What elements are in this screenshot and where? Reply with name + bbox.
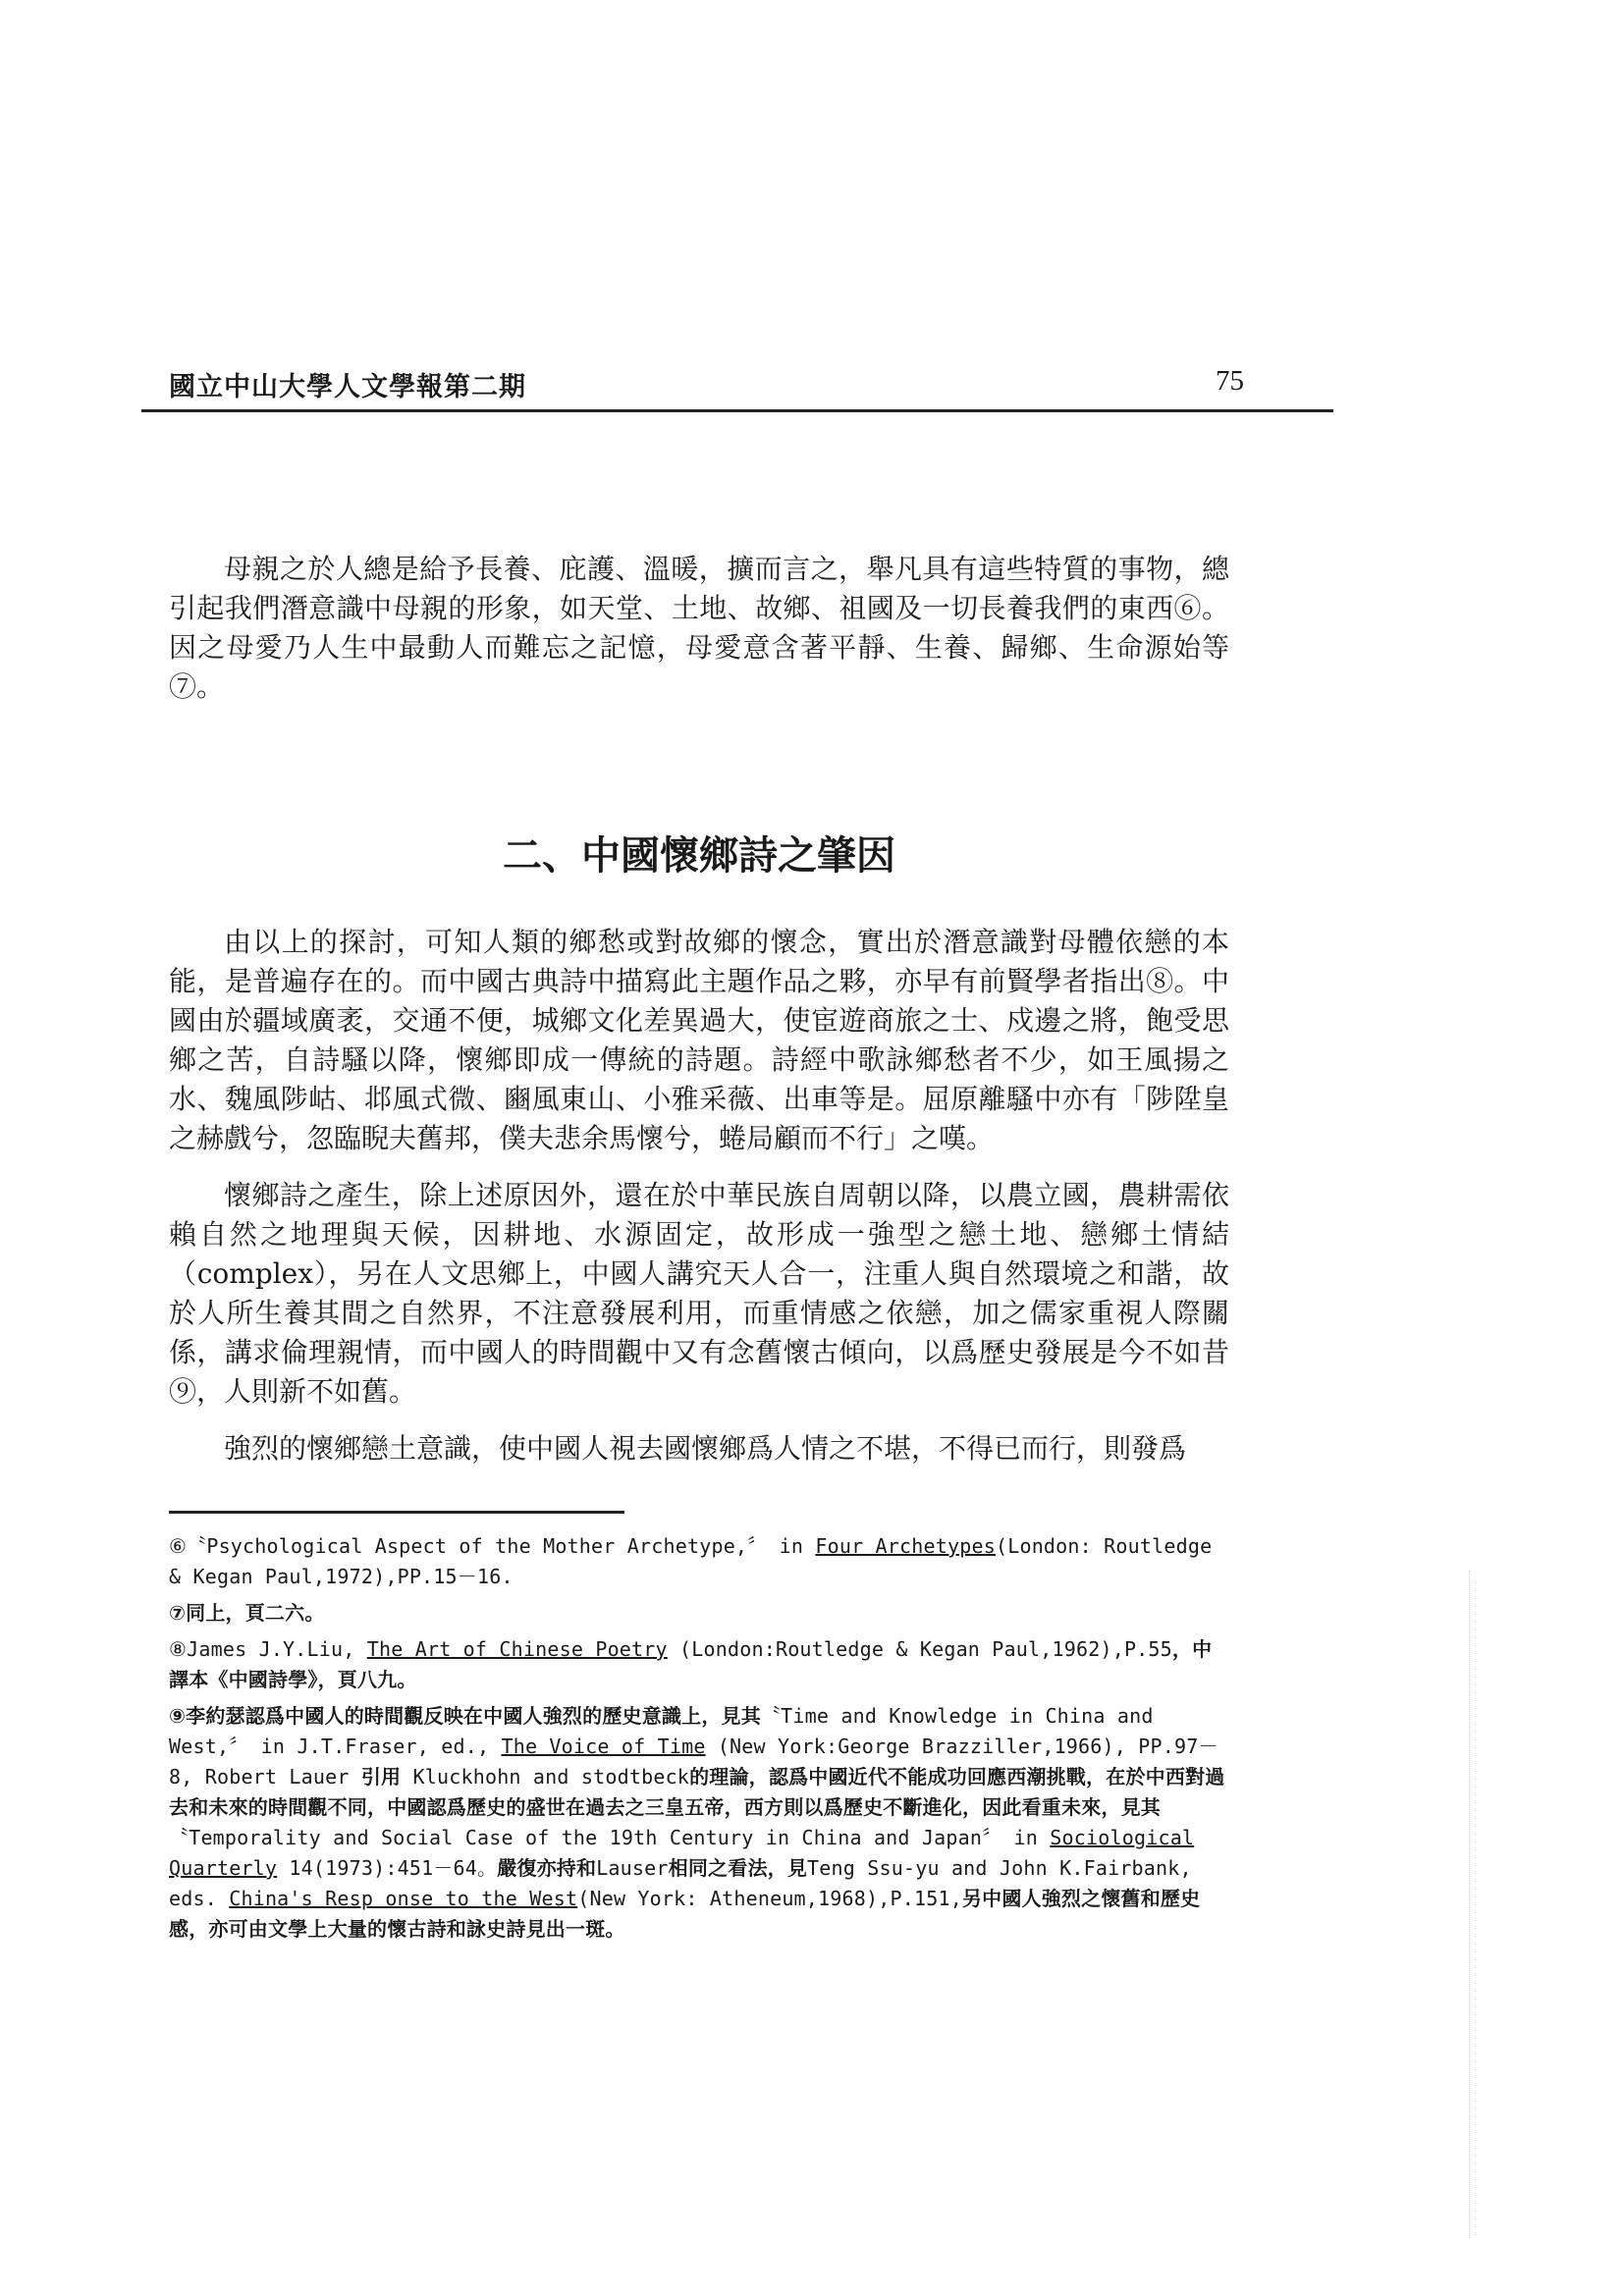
footnote-9-title-3: China's Resp onse to the West xyxy=(229,1887,578,1910)
footnote-9-title-2: Sociological Quarterly xyxy=(169,1826,1195,1880)
section-heading: 二、中國懷鄉詩之肇因 xyxy=(503,833,895,879)
body-paragraph-3: 強烈的懷鄉戀土意識，使中國人視去國懷鄉爲人情之不堪，不得已而行，則發爲 xyxy=(224,1432,1187,1465)
header-rule xyxy=(141,409,1333,412)
journal-title: 國立中山大學人文學報第二期 xyxy=(169,372,526,402)
footnote-6: ⑥〝Psychological Aspect of the Mother Archetype,〞 in Four Archetypes(London: Routledge & Kegan Paul,1972),PP.15－16. xyxy=(169,1534,1213,1588)
footnote-8-title: The Art of Chinese Poetry xyxy=(366,1637,668,1661)
footnote-6-title: Four Archetypes xyxy=(815,1534,996,1558)
footnote-8: ⑧James J.Y.Liu, The Art of Chinese Poetry (London:Routledge & Kegan Paul,1962),P.55，中譯本《中國詩學》，頁八九。 xyxy=(169,1637,1213,1691)
footnote-7: ⑦同上，頁二六。 xyxy=(169,1601,325,1625)
intro-paragraph: 母親之於人總是給予長養、庇護、溫暖，擴而言之，舉凡具有這些特質的事物，總引起我們潛意識中母親的形象，如天堂、土地、故鄉、祖國及一切長養我們的東西⑥。因之母愛乃人生中最動人而難忘之記憶，母愛意含著平靜、生養、歸鄉、生命源始等⑦。 xyxy=(169,553,1229,703)
body-paragraph-2: 懷鄉詩之產生，除上述原因外，還在於中華民族自周朝以降，以農立國，農耕需依賴自然之地理與天候，因耕地、水源固定，故形成一強型之戀土地、戀鄉土情結（complex），另在人文思鄉上，中國人講究天人合一，注重人與自然環境之和諧，故於人所生養其間之自然界，不注意發展利用，而重情感之依戀，加之儒家重視人際關係，講求倫理親情，而中國人的時間觀中又有念舊懷古傾向，以爲歷史發展是今不如昔⑨，人則新不如舊。 xyxy=(169,1179,1229,1408)
footnotes xyxy=(169,1531,1229,1950)
scan-edge-mark xyxy=(1469,1571,1470,2238)
body-paragraph-1: 由以上的探討，可知人類的鄉愁或對故鄉的懷念，實出於潛意識對母體依戀的本能，是普遍存在的。而中國古典詩中描寫此主題作品之夥，亦早有前賢學者指出⑧。中國由於疆域廣袤，交通不便，城鄉文化差異過大，使宦遊商旅之士、戍邊之將，飽受思鄉之苦，自詩騷以降，懷鄉即成一傳統的詩題。詩經中歌詠鄉愁者不少，如王風揚之水、魏風陟岵、邶風式微、豳風東山、小雅采薇、出車等是。屈原離騷中亦有「陟陞皇之赫戲兮，忽臨睨夫舊邦，僕夫悲余馬懷兮，蜷局顧而不行」之嘆。 xyxy=(169,926,1229,1154)
page-number: 75 xyxy=(1216,365,1244,397)
footnote-9-title-1: The Voice of Time xyxy=(501,1735,706,1758)
footnote-rule xyxy=(169,1511,624,1514)
footnote-9: ⑨李約瑟認爲中國人的時間觀反映在中國人強烈的歷史意識上，見其〝Time and Knowledge in China and West,〞 in J.T.Fraser, ed., The Voice of Time (New York:George Brazziller,1966), PP.97－8, Robert Lauer 引用 Kluckhohn and stodtbeck的理論，認爲中國近代不能成功回應西潮挑戰，在於中西對過去和未來的時間觀不同，中國認爲歷史的盛世在過去之三皇五帝，西方則以爲歷史不斷進化，因此看重未來，見其〝Temporality and Social Case of the 19th Century in China and Japan〞 in Sociological Quarterly 14(1973):451－64。嚴復亦持和Lauser相同之看法，見Teng Ssu-yu and John K.Fairbank, eds. China's Resp onse to the West(New York: Atheneum,1968),P.151,另中國人強烈之懷舊和歷史感，亦可由文學上大量的懷古詩和詠史詩見出一斑。 xyxy=(169,1704,1225,1941)
